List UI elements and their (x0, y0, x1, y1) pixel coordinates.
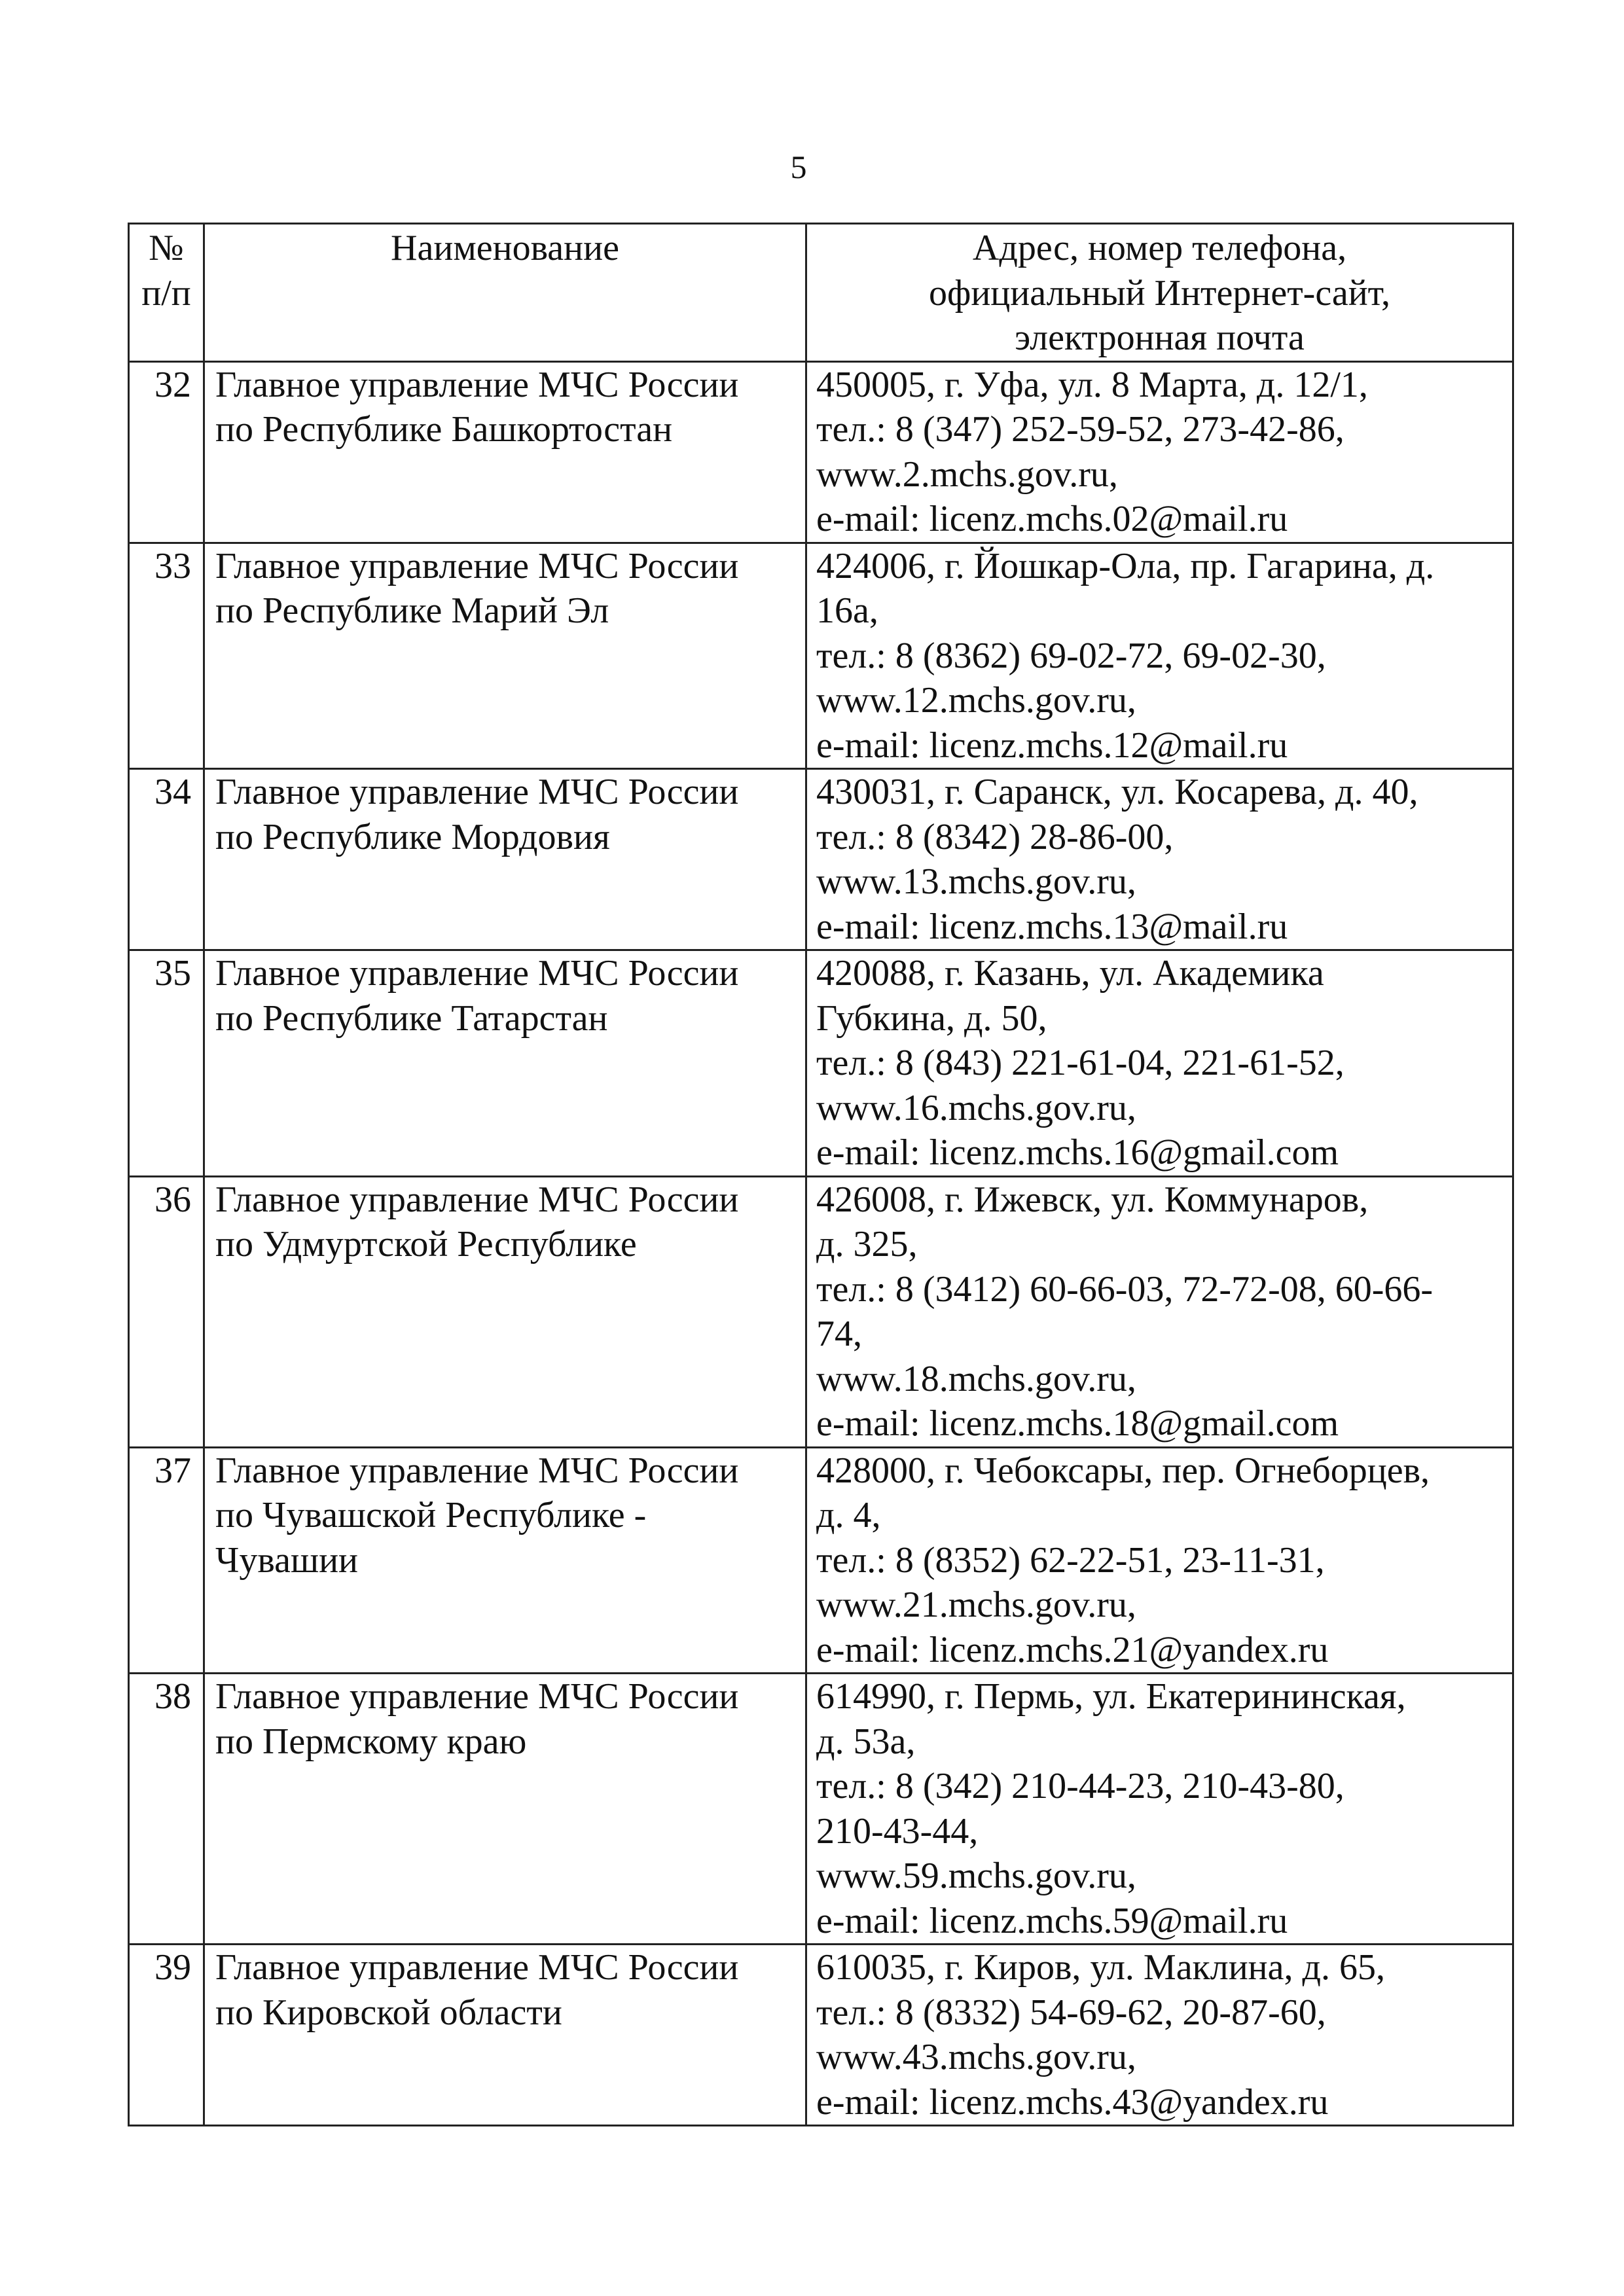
row-address: 424006, г. Йошкар-Ола, пр. Гагарина, д. 16а, тел.: 8 (8362) 69-02-72, 69-02-30, www.12.mchs.gov.ru, e-mail: licenz.mchs.12@mail.ru (806, 543, 1513, 769)
row-num: 34 (129, 769, 204, 950)
row-address: 420088, г. Казань, ул. Академика Губкина, д. 50, тел.: 8 (843) 221-61-04, 221-61-52, www.16.mchs.gov.ru, e-mail: licenz.mchs.16@gmail.com (806, 950, 1513, 1177)
table-row (129, 1176, 1513, 1447)
page-number: 5 (790, 149, 807, 185)
row-address: 450005, г. Уфа, ул. 8 Марта, д. 12/1, тел.: 8 (347) 252-59-52, 273-42-86, www.2.mchs.gov.ru, e-mail: licenz.mchs.02@mail.ru (806, 361, 1513, 543)
row-name: Главное управление МЧС России по Удмуртской Республике (204, 1176, 806, 1447)
row-name: Главное управление МЧС России по Республике Татарстан (204, 950, 806, 1177)
row-name: Главное управление МЧС России по Республике Марий Эл (204, 543, 806, 769)
row-address: 428000, г. Чебоксары, пер. Огнеборцев, д. 4, тел.: 8 (8352) 62-22-51, 23-11-31, www.21.mchs.gov.ru, e-mail: licenz.mchs.21@yandex.ru (806, 1447, 1513, 1674)
header-address: Адрес, номер телефона, официальный Интернет-сайт, электронная почта (806, 224, 1513, 362)
row-name: Главное управление МЧС России по Пермскому краю (204, 1674, 806, 1945)
header-num: № п/п (129, 224, 204, 362)
row-name: Главное управление МЧС России по Республике Башкортостан (204, 361, 806, 543)
table-row (129, 1674, 1513, 1945)
header-name: Наименование (204, 224, 806, 362)
table-row (129, 361, 1513, 543)
row-num: 32 (129, 361, 204, 543)
table-row (129, 950, 1513, 1177)
row-num: 37 (129, 1447, 204, 1674)
table-header-row (129, 224, 1513, 362)
table-row (129, 769, 1513, 950)
table-row (129, 1945, 1513, 2126)
table-row (129, 1447, 1513, 1674)
row-name: Главное управление МЧС России по Республике Мордовия (204, 769, 806, 950)
row-name: Главное управление МЧС России по Чувашской Республике - Чувашии (204, 1447, 806, 1674)
row-name: Главное управление МЧС России по Кировской области (204, 1945, 806, 2126)
row-address: 430031, г. Саранск, ул. Косарева, д. 40, тел.: 8 (8342) 28-86-00, www.13.mchs.gov.ru, e-mail: licenz.mchs.13@mail.ru (806, 769, 1513, 950)
row-num: 38 (129, 1674, 204, 1945)
row-num: 36 (129, 1176, 204, 1447)
row-num: 33 (129, 543, 204, 769)
row-num: 35 (129, 950, 204, 1177)
row-address: 610035, г. Киров, ул. Маклина, д. 65, тел.: 8 (8332) 54-69-62, 20-87-60, www.43.mchs.gov.ru, e-mail: licenz.mchs.43@yandex.ru (806, 1945, 1513, 2126)
row-address: 426008, г. Ижевск, ул. Коммунаров, д. 325, тел.: 8 (3412) 60-66-03, 72-72-08, 60-66- 74, www.18.mchs.gov.ru, e-mail: licenz.mchs.18@gmail.com (806, 1176, 1513, 1447)
table-row (129, 543, 1513, 769)
row-num: 39 (129, 1945, 204, 2126)
row-address: 614990, г. Пермь, ул. Екатерининская, д. 53а, тел.: 8 (342) 210-44-23, 210-43-80, 210-43-44, www.59.mchs.gov.ru, e-mail: licenz.mchs.59@mail.ru (806, 1674, 1513, 1945)
contacts-table (128, 223, 1514, 2126)
